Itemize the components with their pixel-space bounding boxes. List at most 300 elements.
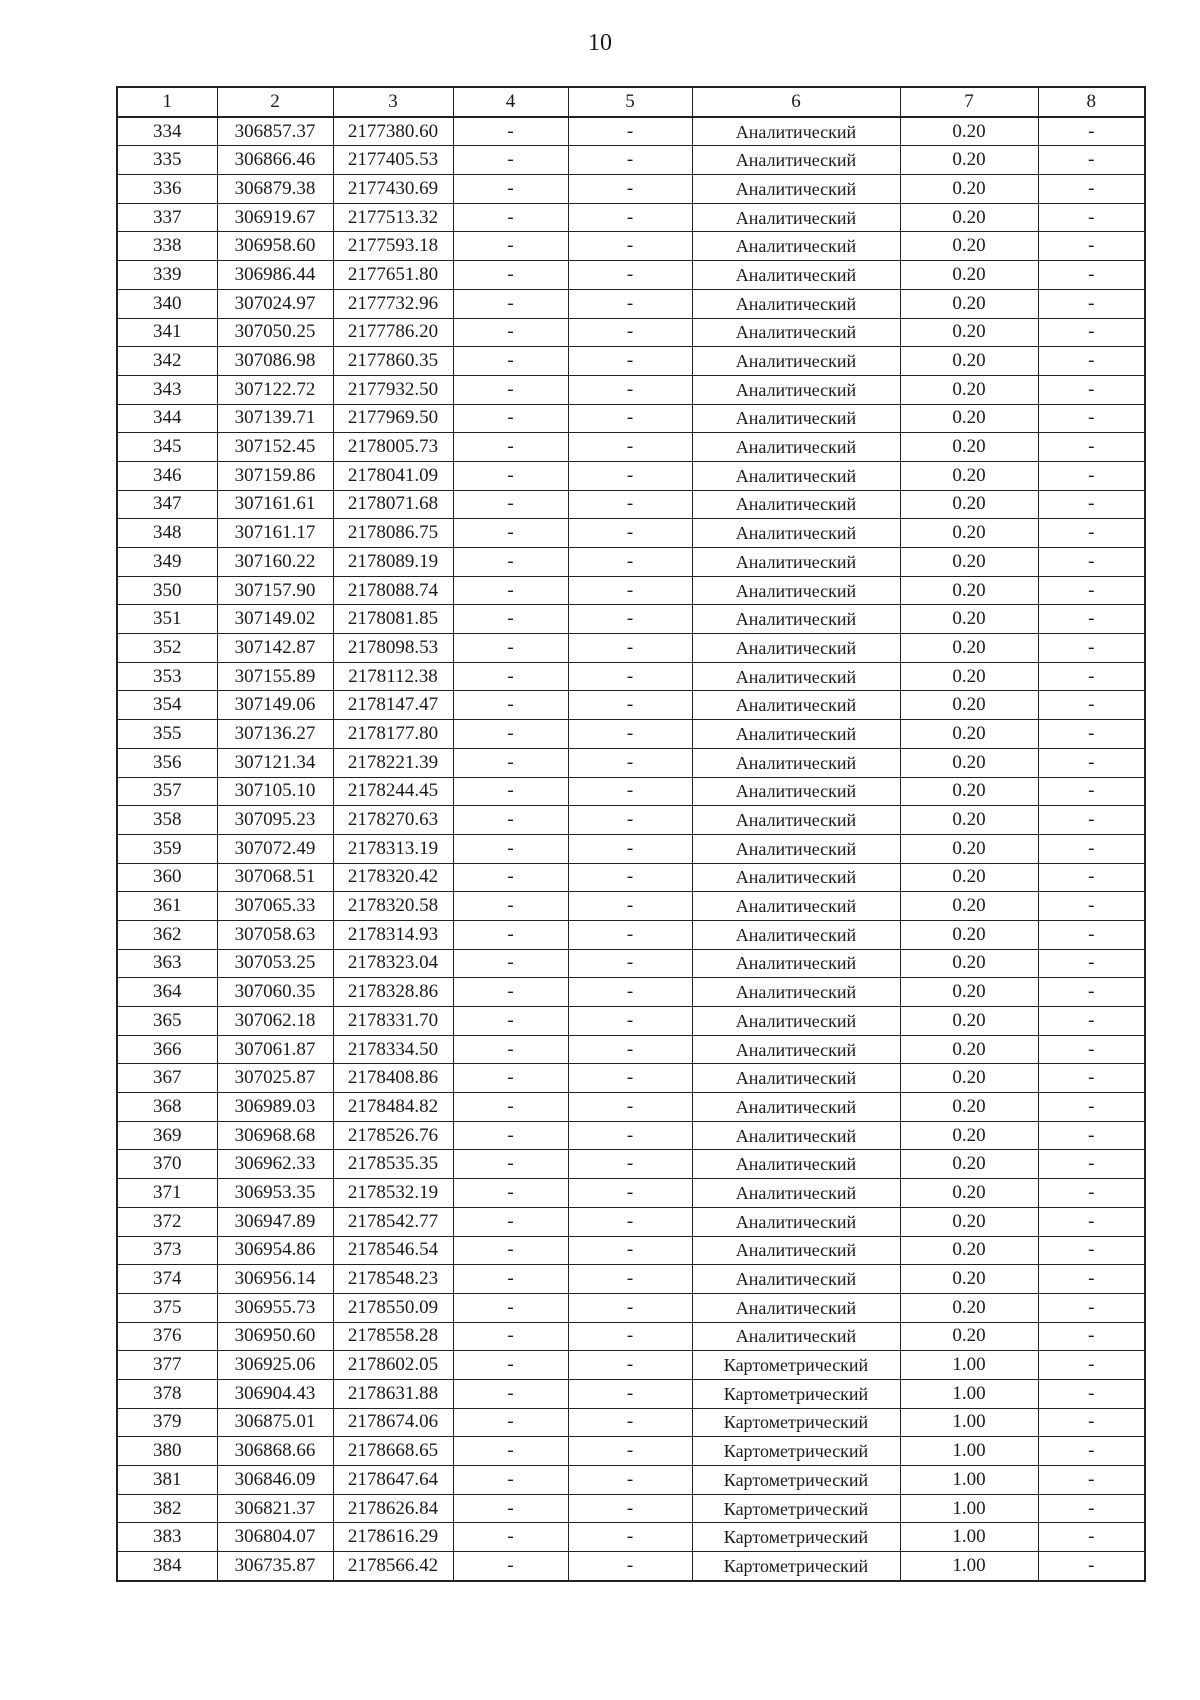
method-cell: Картометрический xyxy=(692,1523,900,1552)
table-row xyxy=(117,1523,1145,1552)
col-8-value-cell: - xyxy=(1038,232,1145,261)
column-header: 4 xyxy=(453,87,568,117)
table-row xyxy=(117,175,1145,204)
accuracy-cell: 0.20 xyxy=(900,1179,1038,1208)
x-coordinate-cell: 306879.38 xyxy=(217,175,333,204)
point-number-cell: 359 xyxy=(117,834,217,863)
y-coordinate-cell: 2178550.09 xyxy=(333,1293,453,1322)
accuracy-cell: 0.20 xyxy=(900,892,1038,921)
x-coordinate-cell: 306804.07 xyxy=(217,1523,333,1552)
table-row xyxy=(117,261,1145,290)
method-cell: Аналитический xyxy=(692,375,900,404)
x-coordinate-cell: 306735.87 xyxy=(217,1552,333,1581)
col-5-value-cell: - xyxy=(568,289,692,318)
accuracy-cell: 1.00 xyxy=(900,1466,1038,1495)
method-cell: Картометрический xyxy=(692,1351,900,1380)
table-row xyxy=(117,433,1145,462)
col-5-value-cell: - xyxy=(568,433,692,462)
x-coordinate-cell: 307155.89 xyxy=(217,662,333,691)
col-8-value-cell: - xyxy=(1038,720,1145,749)
y-coordinate-cell: 2178331.70 xyxy=(333,1007,453,1036)
col-8-value-cell: - xyxy=(1038,1437,1145,1466)
x-coordinate-cell: 307050.25 xyxy=(217,318,333,347)
method-cell: Аналитический xyxy=(692,519,900,548)
table-row xyxy=(117,1293,1145,1322)
table-row xyxy=(117,1121,1145,1150)
point-number-cell: 375 xyxy=(117,1293,217,1322)
y-coordinate-cell: 2178086.75 xyxy=(333,519,453,548)
page-number: 10 xyxy=(588,30,612,56)
x-coordinate-cell: 307058.63 xyxy=(217,920,333,949)
method-cell: Аналитический xyxy=(692,1179,900,1208)
point-number-cell: 377 xyxy=(117,1351,217,1380)
table-row xyxy=(117,1093,1145,1122)
col-5-value-cell: - xyxy=(568,949,692,978)
y-coordinate-cell: 2178112.38 xyxy=(333,662,453,691)
x-coordinate-cell: 306875.01 xyxy=(217,1408,333,1437)
col-5-value-cell: - xyxy=(568,691,692,720)
col-8-value-cell: - xyxy=(1038,892,1145,921)
y-coordinate-cell: 2178535.35 xyxy=(333,1150,453,1179)
col-4-value-cell: - xyxy=(453,1523,568,1552)
table-row xyxy=(117,1150,1145,1179)
accuracy-cell: 0.20 xyxy=(900,1150,1038,1179)
accuracy-cell: 0.20 xyxy=(900,175,1038,204)
accuracy-cell: 0.20 xyxy=(900,1265,1038,1294)
accuracy-cell: 0.20 xyxy=(900,691,1038,720)
table-row xyxy=(117,232,1145,261)
x-coordinate-cell: 307136.27 xyxy=(217,720,333,749)
accuracy-cell: 0.20 xyxy=(900,748,1038,777)
col-5-value-cell: - xyxy=(568,1408,692,1437)
y-coordinate-cell: 2178328.86 xyxy=(333,978,453,1007)
col-8-value-cell: - xyxy=(1038,1322,1145,1351)
y-coordinate-cell: 2178668.65 xyxy=(333,1437,453,1466)
x-coordinate-cell: 306954.86 xyxy=(217,1236,333,1265)
table-row xyxy=(117,461,1145,490)
point-number-cell: 378 xyxy=(117,1379,217,1408)
x-coordinate-cell: 307161.61 xyxy=(217,490,333,519)
accuracy-cell: 0.20 xyxy=(900,433,1038,462)
point-number-cell: 358 xyxy=(117,806,217,835)
table-row xyxy=(117,1265,1145,1294)
col-8-value-cell: - xyxy=(1038,1293,1145,1322)
y-coordinate-cell: 2178548.23 xyxy=(333,1265,453,1294)
y-coordinate-cell: 2178484.82 xyxy=(333,1093,453,1122)
point-number-cell: 340 xyxy=(117,289,217,318)
point-number-cell: 371 xyxy=(117,1179,217,1208)
y-coordinate-cell: 2178532.19 xyxy=(333,1179,453,1208)
x-coordinate-cell: 306955.73 xyxy=(217,1293,333,1322)
table-body xyxy=(117,117,1145,1581)
accuracy-cell: 0.20 xyxy=(900,548,1038,577)
table-row xyxy=(117,1207,1145,1236)
method-cell: Аналитический xyxy=(692,1064,900,1093)
column-header: 5 xyxy=(568,87,692,117)
y-coordinate-cell: 2178071.68 xyxy=(333,490,453,519)
x-coordinate-cell: 306904.43 xyxy=(217,1379,333,1408)
col-5-value-cell: - xyxy=(568,834,692,863)
col-4-value-cell: - xyxy=(453,634,568,663)
x-coordinate-cell: 307062.18 xyxy=(217,1007,333,1036)
table-row xyxy=(117,1236,1145,1265)
accuracy-cell: 0.20 xyxy=(900,576,1038,605)
col-8-value-cell: - xyxy=(1038,1121,1145,1150)
col-8-value-cell: - xyxy=(1038,834,1145,863)
col-5-value-cell: - xyxy=(568,461,692,490)
col-4-value-cell: - xyxy=(453,461,568,490)
x-coordinate-cell: 306925.06 xyxy=(217,1351,333,1380)
col-4-value-cell: - xyxy=(453,949,568,978)
accuracy-cell: 0.20 xyxy=(900,1293,1038,1322)
col-4-value-cell: - xyxy=(453,920,568,949)
col-4-value-cell: - xyxy=(453,1007,568,1036)
point-number-cell: 356 xyxy=(117,748,217,777)
table-row xyxy=(117,490,1145,519)
col-4-value-cell: - xyxy=(453,978,568,1007)
y-coordinate-cell: 2178177.80 xyxy=(333,720,453,749)
col-4-value-cell: - xyxy=(453,662,568,691)
col-5-value-cell: - xyxy=(568,146,692,175)
accuracy-cell: 0.20 xyxy=(900,1007,1038,1036)
point-number-cell: 382 xyxy=(117,1494,217,1523)
col-5-value-cell: - xyxy=(568,720,692,749)
accuracy-cell: 0.20 xyxy=(900,1035,1038,1064)
col-4-value-cell: - xyxy=(453,1179,568,1208)
point-number-cell: 383 xyxy=(117,1523,217,1552)
col-4-value-cell: - xyxy=(453,1236,568,1265)
col-4-value-cell: - xyxy=(453,1150,568,1179)
method-cell: Аналитический xyxy=(692,691,900,720)
accuracy-cell: 0.20 xyxy=(900,720,1038,749)
y-coordinate-cell: 2177932.50 xyxy=(333,375,453,404)
col-8-value-cell: - xyxy=(1038,461,1145,490)
table-row xyxy=(117,1408,1145,1437)
y-coordinate-cell: 2178314.93 xyxy=(333,920,453,949)
table-row xyxy=(117,203,1145,232)
method-cell: Аналитический xyxy=(692,490,900,519)
method-cell: Аналитический xyxy=(692,289,900,318)
accuracy-cell: 1.00 xyxy=(900,1437,1038,1466)
method-cell: Аналитический xyxy=(692,1035,900,1064)
col-5-value-cell: - xyxy=(568,1207,692,1236)
point-number-cell: 337 xyxy=(117,203,217,232)
method-cell: Аналитический xyxy=(692,662,900,691)
accuracy-cell: 0.20 xyxy=(900,834,1038,863)
col-4-value-cell: - xyxy=(453,1035,568,1064)
method-cell: Картометрический xyxy=(692,1437,900,1466)
accuracy-cell: 0.20 xyxy=(900,863,1038,892)
y-coordinate-cell: 2177969.50 xyxy=(333,404,453,433)
method-cell: Картометрический xyxy=(692,1379,900,1408)
col-8-value-cell: - xyxy=(1038,1351,1145,1380)
col-4-value-cell: - xyxy=(453,1265,568,1294)
col-8-value-cell: - xyxy=(1038,949,1145,978)
col-4-value-cell: - xyxy=(453,691,568,720)
y-coordinate-cell: 2178408.86 xyxy=(333,1064,453,1093)
col-8-value-cell: - xyxy=(1038,1552,1145,1581)
table-row xyxy=(117,519,1145,548)
method-cell: Аналитический xyxy=(692,433,900,462)
accuracy-cell: 0.20 xyxy=(900,347,1038,376)
col-5-value-cell: - xyxy=(568,1437,692,1466)
accuracy-cell: 0.20 xyxy=(900,146,1038,175)
col-8-value-cell: - xyxy=(1038,1064,1145,1093)
accuracy-cell: 0.20 xyxy=(900,777,1038,806)
table-row xyxy=(117,691,1145,720)
col-8-value-cell: - xyxy=(1038,863,1145,892)
col-8-value-cell: - xyxy=(1038,548,1145,577)
y-coordinate-cell: 2177732.96 xyxy=(333,289,453,318)
col-4-value-cell: - xyxy=(453,1093,568,1122)
method-cell: Аналитический xyxy=(692,404,900,433)
x-coordinate-cell: 307149.02 xyxy=(217,605,333,634)
col-4-value-cell: - xyxy=(453,1379,568,1408)
x-coordinate-cell: 306846.09 xyxy=(217,1466,333,1495)
col-8-value-cell: - xyxy=(1038,261,1145,290)
point-number-cell: 350 xyxy=(117,576,217,605)
col-4-value-cell: - xyxy=(453,146,568,175)
col-8-value-cell: - xyxy=(1038,203,1145,232)
method-cell: Аналитический xyxy=(692,1121,900,1150)
col-4-value-cell: - xyxy=(453,863,568,892)
method-cell: Аналитический xyxy=(692,117,900,146)
col-8-value-cell: - xyxy=(1038,1523,1145,1552)
accuracy-cell: 0.20 xyxy=(900,203,1038,232)
method-cell: Аналитический xyxy=(692,576,900,605)
x-coordinate-cell: 306956.14 xyxy=(217,1265,333,1294)
x-coordinate-cell: 306868.66 xyxy=(217,1437,333,1466)
point-number-cell: 339 xyxy=(117,261,217,290)
col-8-value-cell: - xyxy=(1038,777,1145,806)
col-5-value-cell: - xyxy=(568,1552,692,1581)
y-coordinate-cell: 2177513.32 xyxy=(333,203,453,232)
method-cell: Аналитический xyxy=(692,232,900,261)
point-number-cell: 334 xyxy=(117,117,217,146)
point-number-cell: 362 xyxy=(117,920,217,949)
x-coordinate-cell: 307161.17 xyxy=(217,519,333,548)
point-number-cell: 361 xyxy=(117,892,217,921)
y-coordinate-cell: 2178526.76 xyxy=(333,1121,453,1150)
x-coordinate-cell: 307025.87 xyxy=(217,1064,333,1093)
col-4-value-cell: - xyxy=(453,261,568,290)
method-cell: Аналитический xyxy=(692,605,900,634)
point-number-cell: 368 xyxy=(117,1093,217,1122)
table-row xyxy=(117,892,1145,921)
column-header: 7 xyxy=(900,87,1038,117)
accuracy-cell: 0.20 xyxy=(900,490,1038,519)
table-row xyxy=(117,117,1145,146)
table-row xyxy=(117,1064,1145,1093)
col-4-value-cell: - xyxy=(453,519,568,548)
col-4-value-cell: - xyxy=(453,1293,568,1322)
col-4-value-cell: - xyxy=(453,605,568,634)
col-4-value-cell: - xyxy=(453,777,568,806)
col-5-value-cell: - xyxy=(568,1121,692,1150)
table-row xyxy=(117,748,1145,777)
method-cell: Аналитический xyxy=(692,920,900,949)
point-number-cell: 363 xyxy=(117,949,217,978)
point-number-cell: 376 xyxy=(117,1322,217,1351)
point-number-cell: 379 xyxy=(117,1408,217,1437)
point-number-cell: 338 xyxy=(117,232,217,261)
accuracy-cell: 0.20 xyxy=(900,261,1038,290)
method-cell: Аналитический xyxy=(692,261,900,290)
x-coordinate-cell: 307061.87 xyxy=(217,1035,333,1064)
y-coordinate-cell: 2178089.19 xyxy=(333,548,453,577)
col-5-value-cell: - xyxy=(568,1007,692,1036)
col-4-value-cell: - xyxy=(453,1552,568,1581)
y-coordinate-cell: 2178005.73 xyxy=(333,433,453,462)
col-8-value-cell: - xyxy=(1038,662,1145,691)
method-cell: Картометрический xyxy=(692,1494,900,1523)
point-number-cell: 347 xyxy=(117,490,217,519)
col-8-value-cell: - xyxy=(1038,1466,1145,1495)
point-number-cell: 345 xyxy=(117,433,217,462)
col-4-value-cell: - xyxy=(453,1466,568,1495)
col-5-value-cell: - xyxy=(568,261,692,290)
point-number-cell: 365 xyxy=(117,1007,217,1036)
col-8-value-cell: - xyxy=(1038,175,1145,204)
col-4-value-cell: - xyxy=(453,1494,568,1523)
x-coordinate-cell: 307060.35 xyxy=(217,978,333,1007)
point-number-cell: 344 xyxy=(117,404,217,433)
x-coordinate-cell: 307068.51 xyxy=(217,863,333,892)
y-coordinate-cell: 2177405.53 xyxy=(333,146,453,175)
accuracy-cell: 0.20 xyxy=(900,806,1038,835)
point-number-cell: 380 xyxy=(117,1437,217,1466)
method-cell: Аналитический xyxy=(692,1007,900,1036)
col-5-value-cell: - xyxy=(568,318,692,347)
col-4-value-cell: - xyxy=(453,834,568,863)
accuracy-cell: 0.20 xyxy=(900,634,1038,663)
y-coordinate-cell: 2178546.54 xyxy=(333,1236,453,1265)
accuracy-cell: 0.20 xyxy=(900,117,1038,146)
x-coordinate-cell: 306821.37 xyxy=(217,1494,333,1523)
header-row xyxy=(117,87,1145,117)
method-cell: Аналитический xyxy=(692,1322,900,1351)
accuracy-cell: 0.20 xyxy=(900,232,1038,261)
point-number-cell: 366 xyxy=(117,1035,217,1064)
x-coordinate-cell: 307157.90 xyxy=(217,576,333,605)
x-coordinate-cell: 306857.37 xyxy=(217,117,333,146)
y-coordinate-cell: 2177786.20 xyxy=(333,318,453,347)
col-8-value-cell: - xyxy=(1038,318,1145,347)
table-row xyxy=(117,605,1145,634)
col-4-value-cell: - xyxy=(453,203,568,232)
accuracy-cell: 0.20 xyxy=(900,318,1038,347)
col-5-value-cell: - xyxy=(568,863,692,892)
point-number-cell: 367 xyxy=(117,1064,217,1093)
method-cell: Картометрический xyxy=(692,1408,900,1437)
col-8-value-cell: - xyxy=(1038,1150,1145,1179)
x-coordinate-cell: 306947.89 xyxy=(217,1207,333,1236)
table-row xyxy=(117,662,1145,691)
accuracy-cell: 0.20 xyxy=(900,1064,1038,1093)
y-coordinate-cell: 2178081.85 xyxy=(333,605,453,634)
method-cell: Аналитический xyxy=(692,347,900,376)
x-coordinate-cell: 306962.33 xyxy=(217,1150,333,1179)
table-row xyxy=(117,1035,1145,1064)
y-coordinate-cell: 2178244.45 xyxy=(333,777,453,806)
col-8-value-cell: - xyxy=(1038,117,1145,146)
y-coordinate-cell: 2178542.77 xyxy=(333,1207,453,1236)
table-row xyxy=(117,949,1145,978)
col-5-value-cell: - xyxy=(568,519,692,548)
y-coordinate-cell: 2178674.06 xyxy=(333,1408,453,1437)
col-4-value-cell: - xyxy=(453,289,568,318)
x-coordinate-cell: 307105.10 xyxy=(217,777,333,806)
point-number-cell: 369 xyxy=(117,1121,217,1150)
y-coordinate-cell: 2178334.50 xyxy=(333,1035,453,1064)
col-5-value-cell: - xyxy=(568,1351,692,1380)
col-5-value-cell: - xyxy=(568,978,692,1007)
col-5-value-cell: - xyxy=(568,920,692,949)
x-coordinate-cell: 306866.46 xyxy=(217,146,333,175)
table-row xyxy=(117,777,1145,806)
y-coordinate-cell: 2178320.58 xyxy=(333,892,453,921)
col-5-value-cell: - xyxy=(568,232,692,261)
x-coordinate-cell: 307142.87 xyxy=(217,634,333,663)
col-8-value-cell: - xyxy=(1038,404,1145,433)
col-8-value-cell: - xyxy=(1038,920,1145,949)
x-coordinate-cell: 306989.03 xyxy=(217,1093,333,1122)
accuracy-cell: 0.20 xyxy=(900,289,1038,318)
x-coordinate-cell: 307095.23 xyxy=(217,806,333,835)
col-4-value-cell: - xyxy=(453,318,568,347)
table-row xyxy=(117,1494,1145,1523)
method-cell: Картометрический xyxy=(692,1466,900,1495)
col-5-value-cell: - xyxy=(568,892,692,921)
point-number-cell: 372 xyxy=(117,1207,217,1236)
point-number-cell: 348 xyxy=(117,519,217,548)
accuracy-cell: 1.00 xyxy=(900,1379,1038,1408)
accuracy-cell: 0.20 xyxy=(900,1322,1038,1351)
method-cell: Аналитический xyxy=(692,720,900,749)
col-4-value-cell: - xyxy=(453,1408,568,1437)
col-5-value-cell: - xyxy=(568,1523,692,1552)
point-number-cell: 360 xyxy=(117,863,217,892)
col-8-value-cell: - xyxy=(1038,1236,1145,1265)
y-coordinate-cell: 2178647.64 xyxy=(333,1466,453,1495)
method-cell: Аналитический xyxy=(692,863,900,892)
col-5-value-cell: - xyxy=(568,1093,692,1122)
col-4-value-cell: - xyxy=(453,433,568,462)
y-coordinate-cell: 2178147.47 xyxy=(333,691,453,720)
table-row xyxy=(117,863,1145,892)
point-number-cell: 355 xyxy=(117,720,217,749)
y-coordinate-cell: 2178221.39 xyxy=(333,748,453,777)
col-5-value-cell: - xyxy=(568,203,692,232)
col-4-value-cell: - xyxy=(453,232,568,261)
method-cell: Аналитический xyxy=(692,1293,900,1322)
y-coordinate-cell: 2178041.09 xyxy=(333,461,453,490)
y-coordinate-cell: 2178631.88 xyxy=(333,1379,453,1408)
column-header: 1 xyxy=(117,87,217,117)
point-number-cell: 335 xyxy=(117,146,217,175)
x-coordinate-cell: 306953.35 xyxy=(217,1179,333,1208)
col-4-value-cell: - xyxy=(453,175,568,204)
col-4-value-cell: - xyxy=(453,1351,568,1380)
table-row xyxy=(117,720,1145,749)
col-4-value-cell: - xyxy=(453,1437,568,1466)
table-row xyxy=(117,834,1145,863)
col-8-value-cell: - xyxy=(1038,347,1145,376)
method-cell: Аналитический xyxy=(692,175,900,204)
x-coordinate-cell: 307152.45 xyxy=(217,433,333,462)
method-cell: Аналитический xyxy=(692,1207,900,1236)
col-8-value-cell: - xyxy=(1038,605,1145,634)
